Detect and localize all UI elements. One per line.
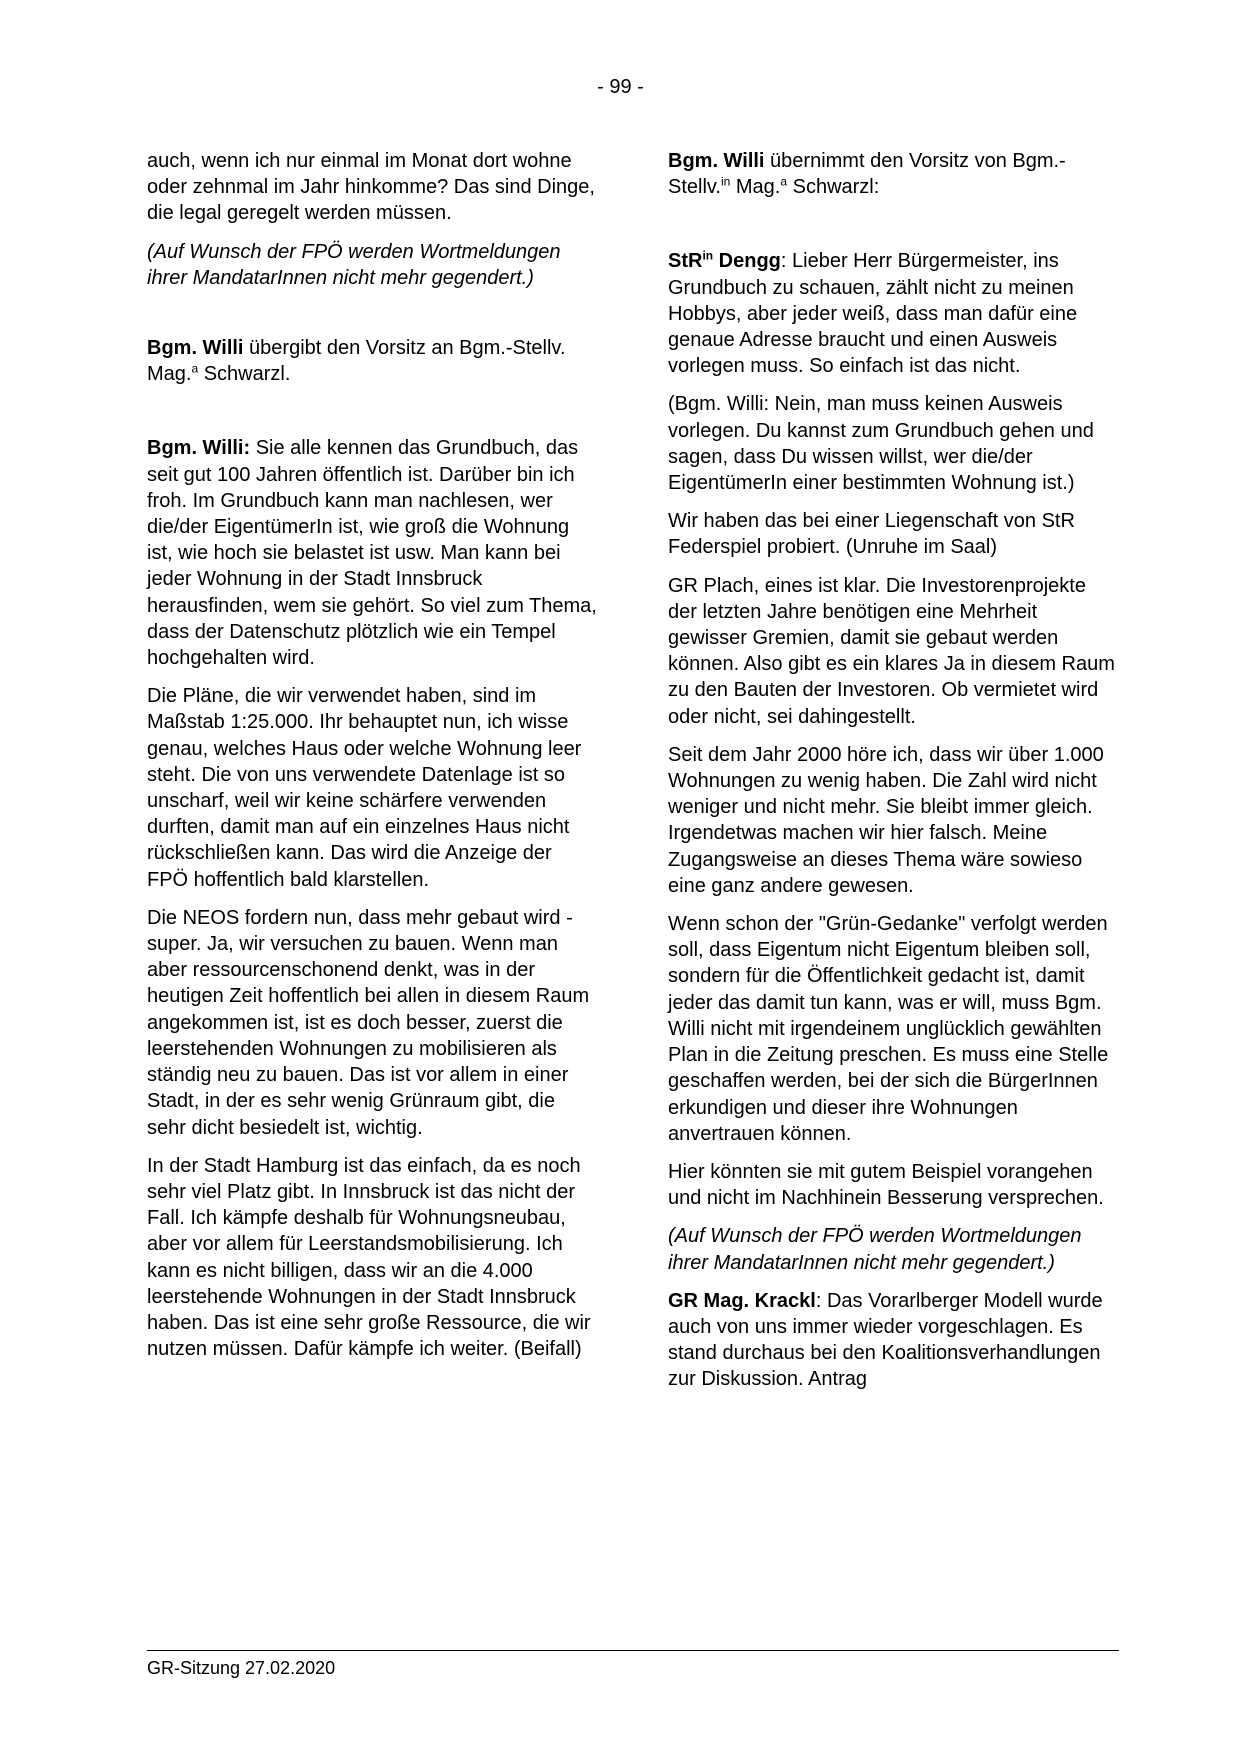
- chair-handover-note: Bgm. Willi übernimmt den Vorsitz von Bgm.-Stellv.$^{in}$ Mag.$^a$ Schwarzl:: [668, 150, 1066, 199]
- paragraph: auch, wenn ich nur einmal im Monat dort wohne oder zehnmal im Jahr hinkomme? Das sind Dinge, die legal geregelt werden müssen.: [147, 150, 595, 225]
- speaker-name: Bgm. Willi: [147, 337, 244, 360]
- paragraph: Wir haben das bei einer Liegenschaft von StR Federspiel probiert. (Unruhe im Saal): [668, 510, 1075, 559]
- paragraph: Wenn schon der "Grün-Gedanke" verfolgt werden soll, dass Eigentum nicht Eigentum bleiben soll, sondern für die Öffentlichkeit gedacht ist, damit jeder das damit tun kann, was er will, muss Bgm. Willi nicht mit irgendeinem unglücklich gewählten Plan in die Zeitung preschen. Es muss eine Stelle geschaffen werden, bei der sich die BürgerInnen erkundigen und dieser ihre Wohnungen anvertrauen können.: [668, 913, 1109, 1145]
- interjection: (Bgm. Willi: Nein, man muss keinen Ausweis vorlegen. Du kannst zum Grundbuch gehen und sagen, dass Du wissen willst, wer die/der EigentümerIn einer bestimmten Wohnung ist.): [668, 393, 1094, 495]
- left-column: [147, 148, 597, 1374]
- chair-handover-note: Bgm. Willi übergibt den Vorsitz an Bgm.-Stellv. Mag.$^a$ Schwarzl.: [147, 337, 566, 386]
- speaker-name: Bgm. Willi:: [147, 437, 251, 460]
- footer-session-date: GR-Sitzung 27.02.2020: [147, 1658, 336, 1678]
- speech-paragraph: StR$^{in}$ Dengg: Lieber Herr Bürgermeister, ins Grundbuch zu schauen, zählt nicht zu meinen Hobbys, aber jeder weiß, dass man dafür eine genaue Adresse braucht und einen Ausweis vorlegen muss. So einfach ist das nicht.: [668, 248, 1078, 378]
- speaker-name: GR Mag. Krackl: [668, 1289, 816, 1312]
- footer-divider: [147, 1650, 1119, 1651]
- paragraph: GR Plach, eines ist klar. Die Investorenprojekte der letzten Jahre benötigen eine Mehrheit gewisser Gremien, damit sie gebaut werden können. Also gibt es ein klares Ja in diesem Raum zu den Bauten der Investoren. Ob vermietet wird oder nicht, sei dahingestellt.: [668, 574, 1115, 728]
- paragraph: Seit dem Jahr 2000 höre ich, dass wir über 1.000 Wohnungen zu wenig haben. Die Zahl wird nicht weniger und nicht mehr. Sie bleibt immer gleich. Irgendetwas machen wir hier falsch. Meine Zugangsweise an dieses Thema wäre sowieso eine ganz andere gewesen.: [668, 743, 1104, 897]
- editorial-note: (Auf Wunsch der FPÖ werden Wortmeldungen ihrer MandatarInnen nicht mehr gegendert.): [147, 240, 561, 289]
- paragraph: In der Stadt Hamburg ist das einfach, da es noch sehr viel Platz gibt. In Innsbruck ist das nicht der Fall. Ich kämpfe deshalb für Wohnungsneubau, aber vor allem für Leerstandsmobilisierung. Ich kann es nicht billigen, dass wir an die 4.000 leerstehende Wohnungen in der Stadt Innsbruck haben. Das ist eine sehr große Ressource, die wir nutzen müssen. Dafür kämpfe ich weiter. (Beifall): [147, 1154, 591, 1361]
- paragraph: Die Pläne, die wir verwendet haben, sind im Maßstab 1:25.000. Ihr behauptet nun, ich wisse genau, welches Haus oder welche Wohnung leer steht. Die von uns verwendete Datenlage ist so unscharf, weil wir keine schärfere verwenden durften, damit man auf ein einzelnes Haus nicht rückschließen kann. Das wird die Anzeige der FPÖ hoffentlich bald klarstellen.: [147, 685, 582, 891]
- paragraph: Die NEOS fordern nun, dass mehr gebaut wird - super. Ja, wir versuchen zu bauen. Wenn man aber ressourcenschonend denkt, was in der heutigen Zeit hoffentlich bei allen in diesem Raum angekommen ist, ist es doch besser, zuerst die leerstehenden Wohnungen zu mobilisieren als ständig neu zu bauen. Das ist vor allem in einer Stadt, in der es sehr wenig Grünraum gibt, die sehr dicht besiedelt ist, wichtig.: [147, 906, 590, 1139]
- speech-paragraph: Bgm. Willi: Sie alle kennen das Grundbuch, das seit gut 100 Jahren öffentlich ist. Darüber bin ich froh. Im Grundbuch kann man nachlesen, wer die/der EigentümerIn ist, wie groß die Wohnung ist, wie hoch sie belastet ist usw. Man kann bei jeder Wohnung in der Stadt Innsbruck herausfinden, wem sie gehört. So viel zum Thema, dass der Datenschutz plötzlich wie ein Tempel hochgehalten wird.: [147, 437, 597, 670]
- speaker-name: Bgm. Willi: [668, 150, 765, 172]
- speaker-name: StR$^{in}$ Dengg: [668, 248, 781, 273]
- right-column: [668, 148, 1118, 1405]
- page-number: - 99 -: [597, 76, 644, 98]
- paragraph: Hier könnten sie mit gutem Beispiel vorangehen und nicht im Nachhinein Besserung versprechen.: [668, 1160, 1104, 1210]
- speech-paragraph: GR Mag. Krackl: Das Vorarlberger Modell wurde auch von uns immer wieder vorgeschlagen. Es stand durchaus bei den Koalitionsverhandlungen zur Diskussion. Antrag: [668, 1289, 1103, 1391]
- editorial-note: (Auf Wunsch der FPÖ werden Wortmeldungen ihrer MandatarInnen nicht mehr gegendert.): [668, 1225, 1082, 1274]
